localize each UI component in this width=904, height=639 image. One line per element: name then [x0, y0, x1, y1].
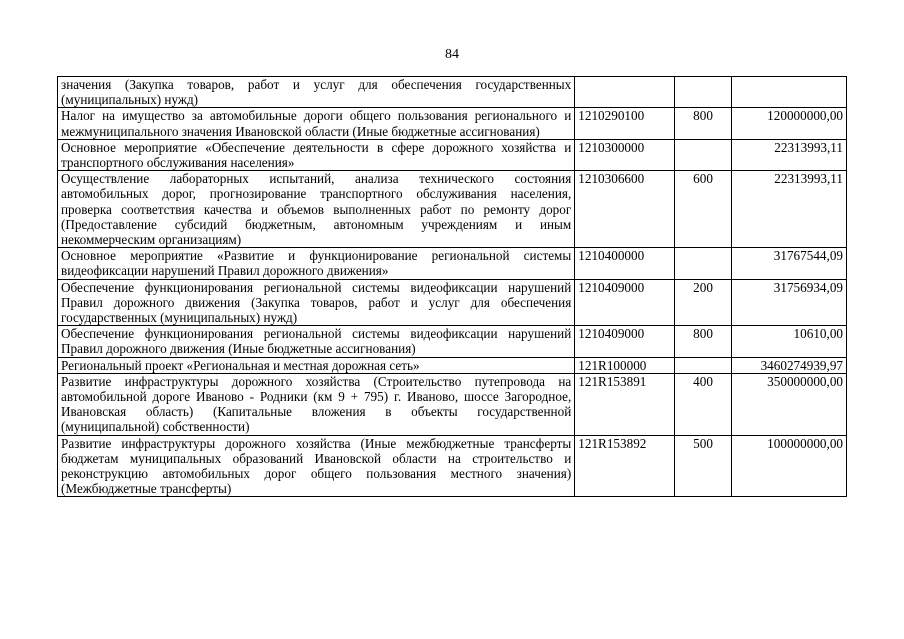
table-row	[58, 171, 847, 248]
cell-sum: 120000000,00	[732, 108, 847, 139]
table-row	[58, 108, 847, 139]
cell-name: Региональный проект «Региональная и местная дорожная сеть»	[58, 357, 575, 373]
table-row	[58, 279, 847, 326]
cell-expense-type	[674, 248, 731, 279]
cell-name: Осуществление лабораторных испытаний, анализа технического состояния автомобильных дорог, прогнозирование транспортного обслуживания населения, проверка соответствия качества и объемов выполненных работ по ремонту дорог (Предоставление субсидий бюджетным, автономным учреждениям и иным некоммерческим организациям)	[58, 171, 575, 248]
cell-expense-type	[674, 139, 731, 170]
cell-expense-type: 200	[674, 279, 731, 326]
cell-expense-type	[674, 357, 731, 373]
cell-name: Основное мероприятие «Обеспечение деятельности в сфере дорожного хозяйства и транспортного обслуживания населения»	[58, 139, 575, 170]
cell-code: 1210290100	[575, 108, 675, 139]
cell-sum: 3460274939,97	[732, 357, 847, 373]
cell-code: 1210409000	[575, 279, 675, 326]
cell-expense-type: 400	[674, 373, 731, 435]
cell-sum: 31767544,09	[732, 248, 847, 279]
cell-code: 1210400000	[575, 248, 675, 279]
cell-expense-type: 600	[674, 171, 731, 248]
cell-code: 1210300000	[575, 139, 675, 170]
cell-code: 1210409000	[575, 326, 675, 357]
cell-sum: 22313993,11	[732, 171, 847, 248]
page-number: 84	[445, 47, 459, 62]
cell-name: Развитие инфраструктуры дорожного хозяйства (Строительство путепровода на автомобильной дороге Иваново - Родники (км 9 + 795) г. Иваново, шоссе Загородное, Ивановская область) (Капитальные вложения в объекты государственной (муниципальной) собственности)	[58, 373, 575, 435]
cell-expense-type	[674, 77, 731, 108]
cell-name: Обеспечение функционирования региональной системы видеофиксации нарушений Правил дорожного движения (Иные бюджетные ассигнования)	[58, 326, 575, 357]
budget-table	[57, 76, 847, 497]
table-row	[58, 248, 847, 279]
cell-name: Основное мероприятие «Развитие и функционирование региональной системы видеофиксации нарушений Правил дорожного движения»	[58, 248, 575, 279]
cell-expense-type: 800	[674, 326, 731, 357]
cell-sum: 31756934,09	[732, 279, 847, 326]
cell-code: 121R153892	[575, 435, 675, 497]
cell-sum: 10610,00	[732, 326, 847, 357]
cell-sum	[732, 77, 847, 108]
cell-name: Обеспечение функционирования региональной системы видеофиксации нарушений Правил дорожного движения (Закупка товаров, работ и услуг для обеспечения государственных (муниципальных) нужд)	[58, 279, 575, 326]
cell-name: Налог на имущество за автомобильные дороги общего пользования регионального и межмуниципального значения Ивановской области (Иные бюджетные ассигнования)	[58, 108, 575, 139]
cell-name: Развитие инфраструктуры дорожного хозяйства (Иные межбюджетные трансферты бюджетам муниципальных образований Ивановской области на строительство и реконструкцию автомобильных дорог общего пользования местного значения) (Межбюджетные трансферты)	[58, 435, 575, 497]
table-row	[58, 435, 847, 497]
table-row	[58, 357, 847, 373]
table-row	[58, 326, 847, 357]
cell-code	[575, 77, 675, 108]
table-row	[58, 77, 847, 108]
table-row	[58, 139, 847, 170]
cell-expense-type: 800	[674, 108, 731, 139]
table-row	[58, 373, 847, 435]
cell-sum: 22313993,11	[732, 139, 847, 170]
cell-sum: 350000000,00	[732, 373, 847, 435]
cell-code: 121R153891	[575, 373, 675, 435]
cell-sum: 100000000,00	[732, 435, 847, 497]
cell-code: 121R100000	[575, 357, 675, 373]
cell-expense-type: 500	[674, 435, 731, 497]
cell-code: 1210306600	[575, 171, 675, 248]
cell-name: значения (Закупка товаров, работ и услуг для обеспечения государственных (муниципальных) нужд)	[58, 77, 575, 108]
